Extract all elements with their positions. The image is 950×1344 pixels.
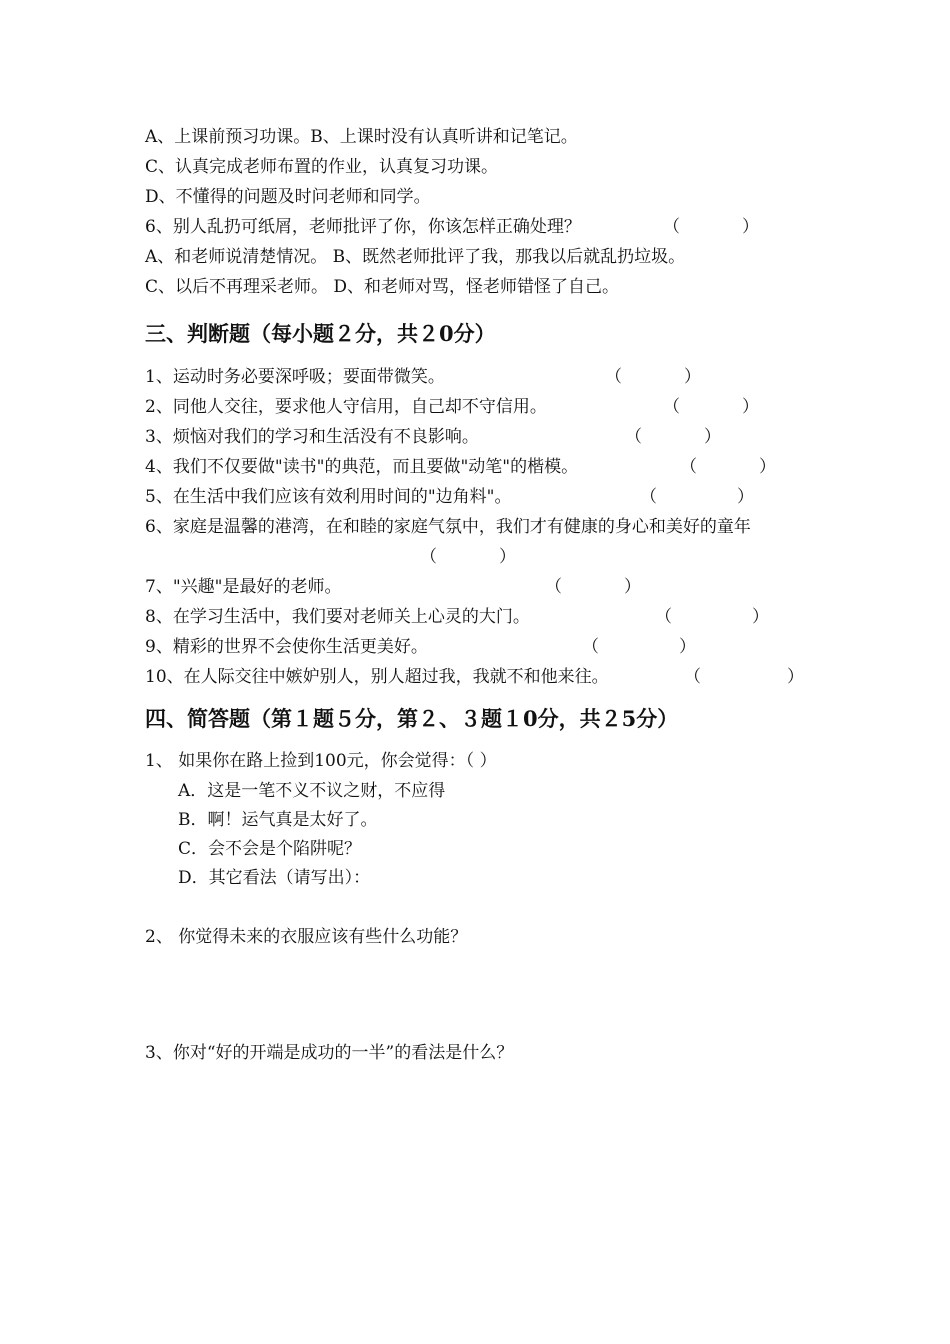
s3-item-10: 10、在人际交往中嫉妒别人，别人超过我，我就不和他来往。 <box>145 667 609 687</box>
q6-question: 6、别人乱扔可纸屑，老师批评了你，你该怎样正确处理？ <box>145 217 581 237</box>
s3-item-5-blank[interactable]: （ ） <box>640 487 754 507</box>
s3-item-8-blank[interactable]: （ ） <box>655 607 769 627</box>
s3-item-1-blank[interactable]: （ ） <box>605 367 701 387</box>
s4-q1-question: 1、 如果你在路上捡到100元，你会觉得：（ ） <box>145 751 497 771</box>
s3-item-10-blank[interactable]: （ ） <box>684 667 804 687</box>
s3-item-6-blank[interactable]: （ ） <box>420 547 516 567</box>
s3-item-3: 3、烦恼对我们的学习和生活没有不良影响。 <box>145 427 479 447</box>
s3-item-6: 6、家庭是温馨的港湾，在和睦的家庭气氛中，我们才有健康的身心和美好的童年 <box>145 517 751 537</box>
s4-q1-option-c: C．会不会是个陷阱呢？ <box>178 839 362 859</box>
s4-q1-option-a: A．这是一笔不义不议之财，不应得 <box>178 781 446 801</box>
s3-item-4-blank[interactable]: （ ） <box>680 457 776 477</box>
s3-item-4: 4、我们不仅要做"读书"的典范，而且要做"动笔"的楷模。 <box>145 457 579 477</box>
s3-item-7-blank[interactable]: （ ） <box>545 577 641 597</box>
s4-q2-question: 2、 你觉得未来的衣服应该有些什么功能？ <box>145 927 468 947</box>
s3-item-7: 7、"兴趣"是最好的老师。 <box>145 577 342 597</box>
s3-item-2-blank[interactable]: （ ） <box>663 397 759 417</box>
s3-item-9: 9、精彩的世界不会使你生活更美好。 <box>145 637 428 657</box>
s3-item-5: 5、在生活中我们应该有效利用时间的"边角料"。 <box>145 487 512 507</box>
s3-item-1: 1、运动时务必要深呼吸；要面带微笑。 <box>145 367 445 387</box>
q6-answer-blank[interactable]: （ ） <box>663 217 759 237</box>
s4-q3-question: 3、你对“好的开端是成功的一半”的看法是什么？ <box>145 1043 514 1063</box>
s3-item-9-blank[interactable]: （ ） <box>582 637 696 657</box>
s4-q1-option-d: D．其它看法（请写出）： <box>178 868 371 888</box>
s4-q1-option-b: B．啊！运气真是太好了。 <box>178 810 378 830</box>
s3-item-3-blank[interactable]: （ ） <box>625 427 721 447</box>
q5-option-c: C、认真完成老师布置的作业，认真复习功课。 <box>145 157 499 177</box>
q6-option-cd: C、以后不再理采老师。 D、和老师对骂，怪老师错怪了自己。 <box>145 277 620 297</box>
section3-title: 三、判断题（每小题２分，共２0分） <box>145 321 496 346</box>
q5-option-d: D、不懂得的问题及时问老师和同学。 <box>145 187 431 207</box>
s3-item-2: 2、同他人交往，要求他人守信用，自己却不守信用。 <box>145 397 547 417</box>
q6-option-ab: A、和老师说清楚情况。 B、既然老师批评了我，那我以后就乱扔垃圾。 <box>145 247 686 267</box>
s3-item-8: 8、在学习生活中，我们要对老师关上心灵的大门。 <box>145 607 530 627</box>
q5-option-ab: A、上课前预习功课。B、上课时没有认真听讲和记笔记。 <box>145 127 578 147</box>
section4-title: 四、简答题（第１题５分，第２、３题１0分，共２5分） <box>145 706 679 731</box>
